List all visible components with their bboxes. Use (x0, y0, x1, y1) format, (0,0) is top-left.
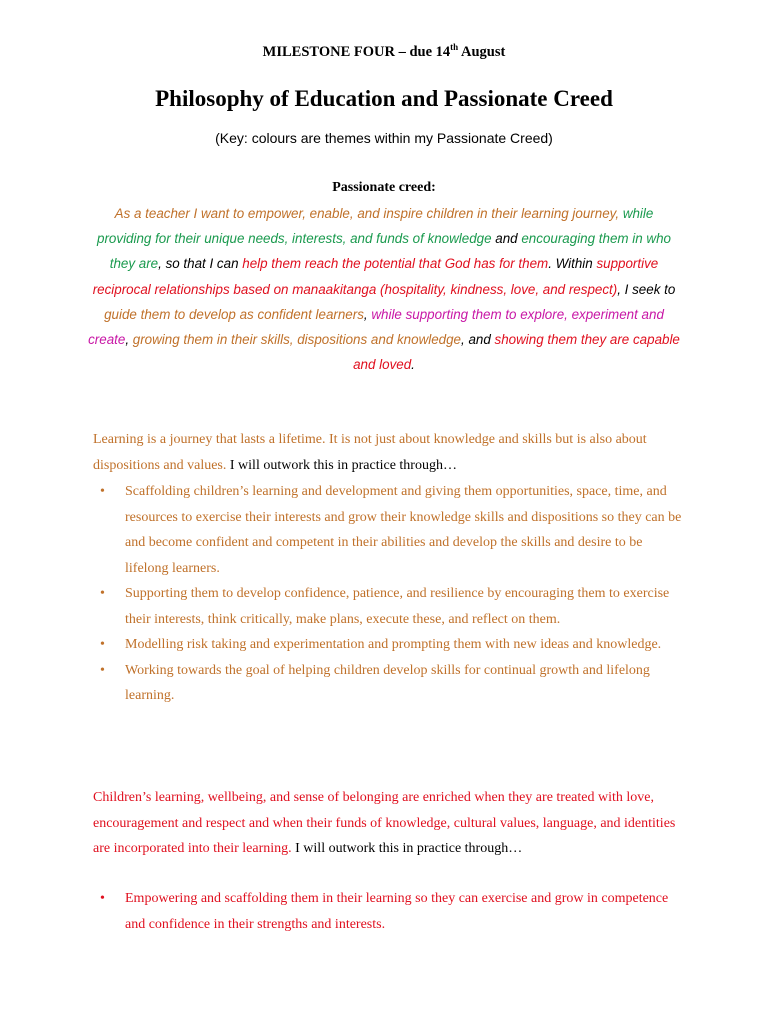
list-item-text: Empowering and scaffolding them in their learning so they can exercise and grow in competence and confidence in their strengths and interests. (125, 891, 669, 932)
section1-intro: Learning is a journey that lasts a lifetime. It is not just about knowledge and skills but is also about dispositions and values. I will outwork this in practice through… (93, 432, 647, 473)
list-item (93, 632, 683, 658)
creed-segment-orange: As a teacher I want to empower, enable, and inspire children in their learning journey, (114, 206, 623, 221)
creed-segment-black: , so that I can (158, 256, 243, 272)
bullet-icon: • (100, 586, 105, 601)
creed-segment-green: while providing for their unique needs, interests, and funds of knowledge (97, 206, 654, 247)
creed-segment-black: . Within (548, 256, 597, 272)
list-item-text: Working towards the goal of helping children develop skills for continual growth and lifelong learning. (125, 662, 650, 703)
creed-segment-red: help them reach the potential that God has for them (242, 256, 549, 272)
creed-segment-red: showing them they are capable and loved (353, 332, 680, 373)
list-item-text: Scaffolding children’s learning and development and giving them opportunities, space, time, and resources to exercise their interests and grow their knowledge skills and dispositions so they can be and become confident and competent in their abilities and develop the skills and desire to be lifelong learners. (125, 484, 682, 576)
list-item-text: Modelling risk taking and experimentation and prompting them with new ideas and knowledge. (125, 637, 662, 652)
list-item-text: Supporting them to develop confidence, patience, and resilience by encouraging them to exercise their interests, think critically, make plans, execute these, and reflect on them. (125, 586, 670, 627)
bullet-icon: • (100, 891, 105, 906)
bullet-icon: • (100, 637, 105, 652)
bullet-icon: • (100, 484, 105, 499)
creed-segment-magenta: while supporting them to explore, experiment and create (88, 306, 664, 348)
creed-segment-black: . (411, 357, 415, 373)
creed-segment-black: , (125, 332, 133, 348)
creed-segment-green: encouraging them in who they are (109, 231, 671, 272)
creed-segment-black: , (363, 306, 372, 322)
milestone-heading: MILESTONE FOUR – due 14th August (262, 42, 506, 60)
bullet-icon: • (100, 662, 105, 678)
section1-bullet-list (93, 479, 683, 709)
section2-intro: Children’s learning, wellbeing, and sense of belonging are enriched when they are treated with love, encouragement and respect and when their funds of knowledge, cultural values, language, and identities are incorporated into their learning. I will outwork this in practice through… (93, 790, 676, 856)
creed-segment-black: and (491, 231, 522, 247)
list-item (93, 581, 683, 632)
creed-segment-orange: guide them to develop as confident learners (104, 306, 364, 322)
document-title: Philosophy of Education and Passionate Creed (155, 86, 613, 111)
creed-segment-orange: growing them in their skills, dispositions and knowledge (132, 332, 462, 348)
colour-key-note: (Key: colours are themes within my Passionate Creed) (215, 130, 553, 146)
list-item (93, 479, 683, 581)
creed-segment-black: , and (461, 332, 495, 348)
section2-bullet-list (93, 886, 683, 937)
creed-heading: Passionate creed: (332, 180, 436, 195)
creed-segment-red: supportive reciprocal relationships based on manaakitanga (hospitality, kindness, love, and respect) (92, 256, 659, 297)
list-item (93, 658, 683, 709)
creed-segment-black: , I seek to (617, 281, 676, 297)
passionate-creed-text (86, 201, 682, 377)
list-item (93, 886, 683, 937)
